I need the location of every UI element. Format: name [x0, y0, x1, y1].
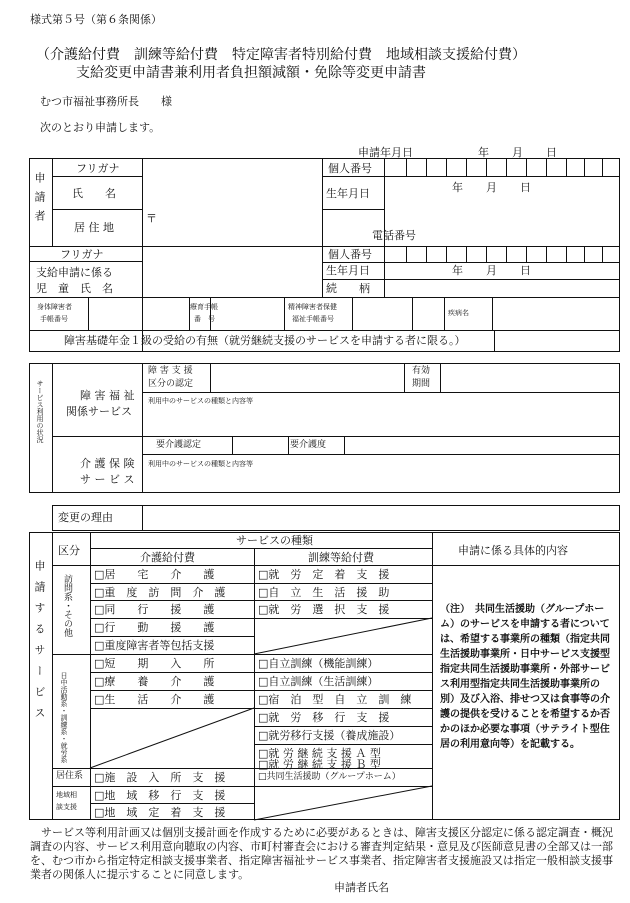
checkbox-continuous-employment-b[interactable]: □就 労 継 続 支 援 Ｂ 型 [258, 758, 381, 771]
valid-period-label-2: 期間 [412, 379, 431, 389]
checkbox-short-stay[interactable]: □短 期 入 所 [94, 657, 215, 670]
category-header: 区分 [58, 544, 80, 557]
checkbox-employment-retention[interactable]: □就 労 定 着 支 援 [258, 568, 390, 581]
welfare-service-label-2: 関係サービス [66, 405, 132, 418]
group-home-note: （注） 共同生活援助（グループホーム）のサービスを申請する者については、希望する事業所の種類（指定共同生活援助事業所・日中サービス支援型指定共同生活援助事業所・外部サービス利用型指定共同生活援助事業所の別）及び入浴、排せつ又は食事等の介護の提供を受けることを希望するか否かのほか必要な事項（サテライト型住居の利用意向等）を記載する。 [440, 604, 610, 750]
application-date-label: 申請年月日 [358, 146, 413, 159]
postal-mark: 〒 [146, 212, 157, 225]
service-usage-side-label: サービス利用の状況 [36, 380, 44, 443]
care-insurance-label-1: 介 護 保 険 [80, 457, 135, 470]
services-side-label: 申請するサービス [33, 560, 46, 728]
checkbox-facility-admission[interactable]: □施 設 入 所 支 援 [94, 771, 226, 784]
applicant-birth-year: 年 [452, 181, 463, 194]
checkbox-employment-transition[interactable]: □就 労 移 行 支 援 [258, 711, 390, 724]
checkbox-community-settlement[interactable]: □地 域 定 着 支 援 [94, 806, 226, 819]
addressee: むつ市福祉事務所長 様 [40, 95, 172, 108]
date-year: 年 [478, 146, 489, 159]
child-birth-year: 年 [452, 264, 463, 277]
checkbox-community-transition[interactable]: □地 域 移 行 支 援 [94, 789, 226, 802]
child-furigana-label: フリガナ [60, 248, 104, 261]
welfare-service-label-1: 障 害 福 祉 [80, 389, 135, 402]
checkbox-comprehensive-support[interactable]: □重度障害者等包括支援 [94, 639, 215, 652]
change-reason-label: 変更の理由 [58, 511, 113, 524]
physical-handbook-label-2: 手帳番号 [40, 315, 68, 323]
applicant-section-label: 申請者 [33, 172, 46, 229]
checkbox-group-home[interactable]: □共同生活援助（グループホーム） [258, 772, 401, 782]
checkbox-independent-living[interactable]: □自 立 生 活 援 助 [258, 586, 390, 599]
checkbox-medical-care[interactable]: □療 養 介 護 [94, 675, 215, 688]
checkbox-life-training[interactable]: □自立訓練（生活訓練） [258, 675, 379, 688]
care-certification-label: 要介護認定 [156, 440, 202, 450]
specific-content-header: 申請に係る具体的内容 [458, 544, 568, 557]
applicant-signature-label: 申請者氏名 [334, 881, 389, 894]
child-personal-number-label: 個人番号 [328, 248, 372, 261]
rehab-handbook-label-2: 番 号 [194, 315, 215, 323]
intro-text: 次のとおり申請します。 [40, 121, 161, 134]
visit-category-label: 訪問系・その他 [62, 574, 72, 637]
mental-handbook-label-2: 福祉手帳番号 [292, 315, 334, 323]
form-title-line1: （介護給付費 訓練等給付費 特定障害者特別給付費 地域相談支援給付費） [36, 47, 526, 63]
checkbox-behavior-assist[interactable]: □行 動 援 護 [94, 621, 215, 634]
applicant-birth-day: 日 [520, 181, 531, 194]
physical-handbook-label-1: 身体障害者 [37, 303, 72, 311]
child-birth-month: 月 [486, 264, 497, 277]
checkbox-employment-transition-training-facility[interactable]: □就労移行支援（養成施設） [258, 729, 401, 742]
care-in-use-label: 利用中のサービスの種類と内容等 [148, 460, 253, 468]
community-category-label-1: 地域相 [56, 791, 77, 799]
checkbox-life-care[interactable]: □生 活 介 護 [94, 693, 215, 706]
checkbox-severe-visit-care[interactable]: □重 度 訪 問 介 護 [94, 586, 226, 599]
disability-cert-label-2: 区分の認定 [148, 379, 194, 389]
applicant-name-label: 氏 名 [72, 187, 116, 200]
checkbox-accompany-assist[interactable]: □同 行 援 護 [94, 603, 215, 616]
care-benefit-header: 介護給付費 [140, 551, 195, 564]
applicant-furigana-label: フリガナ [76, 162, 120, 175]
welfare-in-use-label: 利用中のサービスの種類と内容等 [148, 397, 253, 405]
disability-cert-label-1: 障 害 支 援 [148, 366, 193, 376]
form-number: 様式第５号（第６条関係） [30, 13, 162, 26]
applicant-address-label: 居 住 地 [74, 221, 114, 234]
community-category-label-2: 談支援 [56, 803, 77, 811]
rehab-handbook-label-1: 療育手帳 [190, 303, 218, 311]
child-birth-day: 日 [520, 264, 531, 277]
mental-handbook-label-1: 精神障害者保健 [288, 303, 337, 311]
applicant-personal-number-label: 個人番号 [328, 162, 372, 175]
form-title-line2: 支給変更申請書兼利用者負担額減額・免除等変更申請書 [76, 65, 426, 81]
checkbox-employment-selection[interactable]: □就 労 選 択 支 援 [258, 603, 390, 616]
date-day: 日 [546, 146, 557, 159]
service-types-header: サービスの種類 [236, 534, 313, 547]
checkbox-function-training[interactable]: □自立訓練（機能訓練） [258, 657, 379, 670]
phone-label: 電話番号 [372, 229, 416, 242]
care-insurance-label-2: サ ー ビ ス [80, 473, 135, 486]
care-level-label: 要介護度 [290, 440, 327, 450]
relationship-label: 続 柄 [326, 282, 370, 295]
checkbox-continuous-employment-a[interactable]: □就 労 継 続 支 援 Ａ 型 [258, 747, 381, 760]
child-birthdate-label: 生年月日 [326, 264, 370, 277]
checkbox-lodging-training[interactable]: □宿 泊 型 自 立 訓 練 [258, 693, 412, 706]
valid-period-label-1: 有効 [412, 366, 431, 376]
day-activity-category-label: 日中活動系・訓練系・就労系 [60, 672, 68, 763]
training-benefit-header: 訓練等給付費 [308, 551, 374, 564]
checkbox-home-care[interactable]: □居 宅 介 護 [94, 568, 215, 581]
child-label-line2: 児 童 氏 名 [36, 282, 113, 295]
applicant-birthdate-label: 生年月日 [326, 187, 370, 200]
date-month: 月 [512, 146, 523, 159]
disease-name-label: 疾病名 [448, 309, 469, 317]
pension-question: 障害基礎年金１級の受給の有無（就労継続支援のサービスを申請する者に限る。） [64, 334, 466, 347]
child-label-line1: 支給申請に係る [36, 266, 113, 279]
applicant-birth-month: 月 [486, 181, 497, 194]
residence-category-label: 居住系 [56, 771, 84, 781]
consent-statement: サービス等利用計画又は個別支援計画を作成するために必要があるときは、障害支援区分認定に係る認定調査・概況調査の内容、サービス利用意向聴取の内容、市町村審査会における審査判定結果・意見及び医師意見書の全部又は一部を、むつ市から指定特定相談支援事業者、指定障害福祉サービス事業者、指定障害者支援施設又は指定一般相談支援事業者の関係人に提示することに同意します。 [30, 826, 613, 881]
